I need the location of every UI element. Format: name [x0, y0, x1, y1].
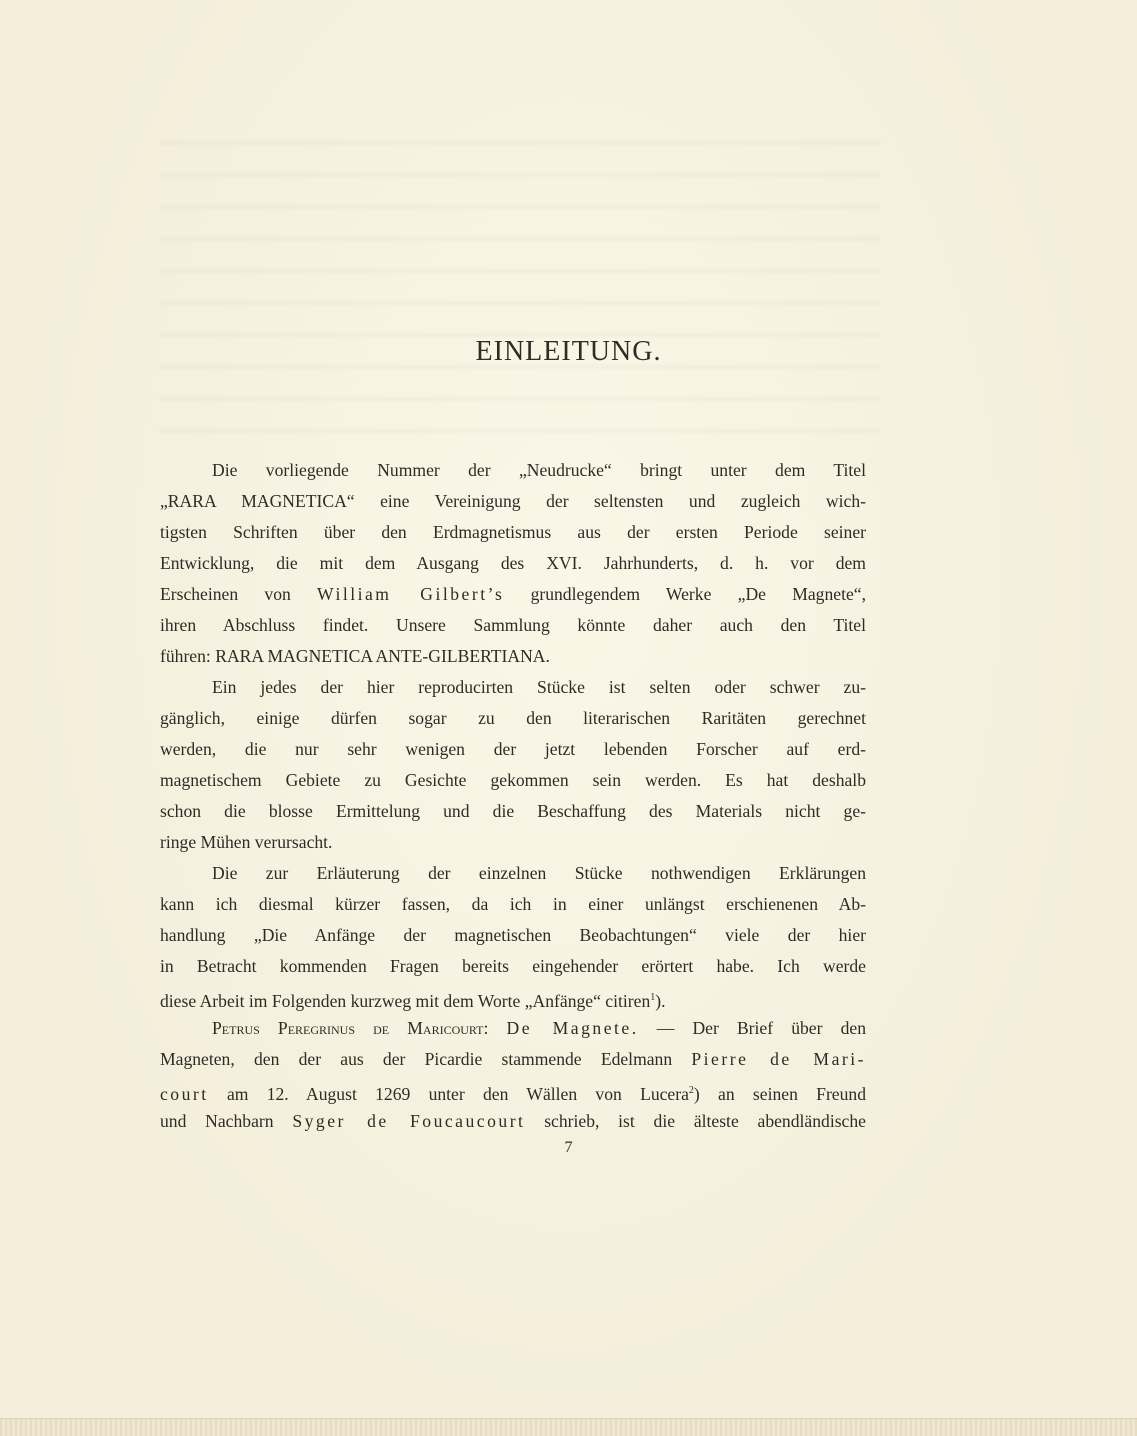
- spaced-name: William Gilbert’s: [317, 584, 505, 604]
- text-line: in Betracht kommenden Fragen bereits eingehender erörtert habe. Ich werde: [160, 956, 866, 976]
- text-line: Petrus Peregrinus de Maricourt: De Magnete. — Der Brief über den: [212, 1018, 866, 1038]
- text-line: Die vorliegende Nummer der „Neudrucke“ bringt unter dem Titel: [212, 460, 866, 480]
- text-line: gänglich, einige dürfen sogar zu den literarischen Raritäten gerechnet: [160, 708, 866, 728]
- text-line: ihren Abschluss findet. Unsere Sammlung könnte daher auch den Titel: [160, 615, 866, 635]
- page-number: 7: [564, 1139, 573, 1156]
- author-name: Petrus Peregrinus de Maricourt:: [212, 1018, 489, 1038]
- text-line: werden, die nur sehr wenigen der jetzt lebenden Forscher auf erd-: [160, 739, 866, 759]
- page-edge: [0, 1418, 1137, 1436]
- text-line: schon die blosse Ermittelung und die Beschaffung des Materials nicht ge-: [160, 801, 866, 821]
- text-line: Entwicklung, die mit dem Ausgang des XVI. Jahrhunderts, d. h. vor dem: [160, 553, 866, 573]
- text-line: und Nachbarn Syger de Foucaucourt schrieb, ist die älteste abendländische: [160, 1111, 866, 1131]
- chapter-title: EINLEITUNG.: [475, 336, 662, 367]
- text-line: „RARA MAGNETICA“ eine Vereinigung der seltensten und zugleich wich-: [160, 491, 866, 511]
- spaced-name: Syger de Foucaucourt: [292, 1111, 526, 1131]
- text-line: court am 12. August 1269 unter den Wällen von Lucera$^2$) an seinen Freund: [160, 1083, 866, 1104]
- work-title: De Magnete.: [506, 1018, 639, 1038]
- text-line: handlung „Die Anfänge der magnetischen Beobachtungen“ viele der hier: [160, 925, 866, 945]
- text-line: tigsten Schriften über den Erdmagnetismus aus der ersten Periode seiner: [160, 522, 866, 542]
- spaced-name: court: [160, 1083, 209, 1104]
- text-line: Magneten, den der aus der Picardie stammende Edelmann Pierre de Mari-: [160, 1049, 866, 1069]
- text-line: Erscheinen von William Gilbert’s grundlegendem Werke „De Magnete“,: [160, 584, 866, 604]
- show-through-text: [160, 120, 880, 450]
- text-line: kann ich diesmal kürzer fassen, da ich in einer unlängst erschienenen Ab-: [160, 894, 866, 914]
- text-line: Die zur Erläuterung der einzelnen Stücke nothwendigen Erklärungen: [212, 863, 866, 883]
- text-line: diese Arbeit im Folgenden kurzweg mit dem Worte „Anfänge“ citiren$^1$).: [160, 990, 666, 1011]
- text-line: Ein jedes der hier reproducirten Stücke ist selten oder schwer zu-: [212, 677, 866, 697]
- footnote-mark: 2: [688, 1085, 694, 1096]
- text-line: magnetischem Gebiete zu Gesichte gekommen sein werden. Es hat deshalb: [160, 770, 866, 790]
- spaced-name: Pierre de Mari-: [691, 1049, 866, 1069]
- text-line: ringe Mühen verursacht.: [160, 832, 333, 852]
- footnote-mark: 1: [650, 992, 656, 1003]
- text-line: führen: RARA MAGNETICA ANTE-GILBERTIANA.: [160, 646, 550, 666]
